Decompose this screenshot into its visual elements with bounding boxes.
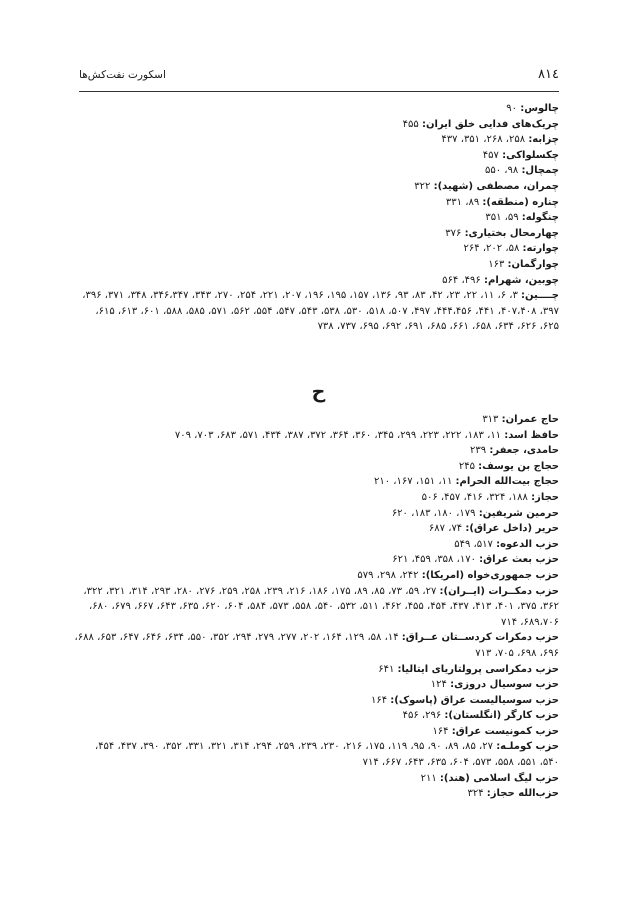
index-term: حزب کمونیست عراق: xyxy=(451,725,559,737)
index-entry xyxy=(74,273,559,289)
index-term: چمچال: xyxy=(521,165,559,177)
index-pages: ۲۱۱ xyxy=(420,772,437,784)
index-pages: ۳، ۶، ۱۱، ۲۲، ۲۳، ۴۲، ۸۳، ۹۳، ۱۳۶، ۱۵۷، ۱۹۵، ۱۹۶، ۲۰۷، ۲۲۱، ۲۵۴، ۲۷۰، ۳۴۳، ۳۴۶،۳۴۷، ۳۴۸، ۳۷۱، ۳۹۶، ۳۹۷، ۴۰۷،۴۰۸، ۴۴۱، ۴۴۴،۴۵۶، ۴۹۷، ۵۰۷، ۵۱۸، ۵۳۰، ۵۳۸، ۵۴۳، ۵۴۷، ۵۵۴، ۵۶۲، ۵۷۱، ۵۸۵، ۵۸۸، ۶۰۱، ۶۱۳، ۶۱۵، ۶۲۵، ۶۲۶، ۶۳۴، ۶۵۸، ۶۶۱، ۶۸۵، ۶۹۱، ۶۹۲، ۶۹۵، ۷۳۷، ۷۳۸ xyxy=(82,290,559,333)
index-term: حاج عمران: xyxy=(501,414,559,425)
index-entry xyxy=(74,459,559,475)
index-term: حزب کوملـه: xyxy=(496,741,559,753)
index-entry xyxy=(74,179,559,195)
index-pages: ۳۲۴ xyxy=(467,788,484,800)
index-entry xyxy=(74,552,559,568)
index-entry xyxy=(74,771,559,787)
index-term: چالوس: xyxy=(520,103,559,114)
index-term: حزب سوسیال دروزی: xyxy=(450,679,559,691)
index-entry xyxy=(74,474,559,490)
index-term: حزب کارگر (انگلستان): xyxy=(444,710,559,722)
index-entry xyxy=(74,708,559,724)
index-term: حامدی، جعفر: xyxy=(489,445,559,457)
index-pages: ۲۹۶، ۴۵۶ xyxy=(402,710,442,722)
index-entry xyxy=(74,521,559,537)
index-entry xyxy=(74,568,559,584)
index-term: حزب دمکــرات (ایــران): xyxy=(439,585,559,597)
index-entry xyxy=(74,584,559,631)
index-term: حزب بعث عراق: xyxy=(479,554,559,566)
index-term: چهارمحال بختیاری: xyxy=(464,227,559,239)
index-pages: ۱۴، ۵۸، ۱۲۹، ۱۶۴، ۲۰۲، ۲۷۷، ۲۷۹، ۲۹۴، ۳۵۲، ۵۵۰، ۶۳۴، ۶۴۶، ۶۴۷، ۶۵۳، ۶۸۸، ۶۹۶، ۶۹۸، ۷۰۵، ۷۱۳ xyxy=(74,632,559,659)
index-term: حزب سوسیالیست عراق (پاسوک): xyxy=(390,694,559,706)
index-pages: ۲۳۹ xyxy=(470,445,487,457)
index-section-he xyxy=(74,412,559,802)
index-pages: ۴۵۵ xyxy=(402,118,419,130)
index-entry xyxy=(74,257,559,273)
header-rule xyxy=(79,91,559,92)
index-term: حزب‌الله حجاز: xyxy=(486,788,559,800)
index-entry xyxy=(74,132,559,148)
index-pages: ۵۸، ۲۰۲، ۲۶۴ xyxy=(463,243,520,255)
index-pages: ۸۹، ۳۳۱ xyxy=(445,196,480,208)
index-term: چوبین، شهرام: xyxy=(483,274,559,286)
index-entry xyxy=(74,195,559,211)
index-entry xyxy=(74,724,559,740)
index-term: حزب دمکرات کردســتان عــراق: xyxy=(401,632,559,644)
index-pages: ۱۶۴ xyxy=(432,725,449,737)
index-pages: ۳۲۲ xyxy=(414,180,431,192)
index-entry xyxy=(74,662,559,678)
index-entry xyxy=(74,506,559,522)
index-term: چزابه: xyxy=(528,134,559,146)
index-pages: ۱۷۰، ۳۵۸، ۴۵۹، ۶۲۱ xyxy=(392,554,476,566)
index-pages: ۹۰ xyxy=(506,103,518,114)
index-pages: ۱۸۸، ۳۲۴، ۴۱۶، ۴۵۷، ۵۰۶ xyxy=(421,491,528,503)
index-entry xyxy=(74,148,559,164)
index-term: حجاج بن یوسف: xyxy=(478,460,559,472)
index-pages: ۱۱، ۱۸۳، ۲۲۲، ۲۲۳، ۲۹۹، ۳۴۵، ۳۶۰، ۳۶۴، ۳۷۲، ۳۸۷، ۴۳۴، ۵۷۱، ۶۸۳، ۷۰۳، ۷۰۹ xyxy=(174,429,502,441)
index-term: چــــین: xyxy=(521,290,559,302)
index-term: حزب جمهوری‌خواه (امریکا): xyxy=(421,569,559,581)
index-pages: ۲۷، ۵۹، ۷۳، ۸۵، ۸۹، ۱۷۵، ۱۸۶، ۲۱۶، ۲۳۹، ۲۵۸، ۲۵۹، ۲۷۶، ۲۸۰، ۲۹۳، ۳۱۴، ۳۲۱، ۳۲۲، ۳۶۲، ۳۷۵، ۴۰۱، ۴۱۳، ۴۳۷، ۴۵۴، ۴۵۵، ۴۶۲، ۵۱۱، ۵۳۲، ۵۴۰، ۵۵۸، ۵۷۳، ۵۸۴، ۶۰۴، ۶۲۰، ۶۳۵، ۶۴۳، ۶۶۷، ۶۷۹، ۶۸۰، ۶۸۹،۷۰۶، ۷۱۴ xyxy=(83,585,559,628)
index-entry xyxy=(74,739,559,770)
index-pages: ۳۷۶ xyxy=(445,227,462,239)
index-pages: ۴۹۶، ۵۶۴ xyxy=(442,274,481,286)
index-pages: ۹۸، ۵۵۰ xyxy=(484,165,519,177)
index-term: چوارته: xyxy=(522,243,559,255)
index-entry xyxy=(74,117,559,133)
running-title: اسکورت نفت‌کش‌ها xyxy=(79,69,166,81)
index-pages: ۱۲۴ xyxy=(430,679,447,691)
index-entry xyxy=(74,428,559,444)
index-pages: ۲۵۸، ۲۶۸، ۳۵۱، ۴۳۷ xyxy=(441,134,526,146)
page-header xyxy=(79,66,559,88)
index-entry xyxy=(74,693,559,709)
index-term: حزب دمکراسی پرولتاریای ایتالیا: xyxy=(397,663,559,675)
index-term: چنگوله: xyxy=(521,212,559,224)
index-term: چناره (منطقه): xyxy=(482,196,559,208)
index-term: چریک‌های فدایی خلق ایران: xyxy=(421,118,559,130)
index-pages: ۱۷۹، ۱۸۰، ۱۸۳، ۶۲۰ xyxy=(391,507,476,519)
index-term: حافظ اسد: xyxy=(504,429,559,441)
index-pages: ۷۴، ۶۸۷ xyxy=(428,523,463,535)
index-term: حجاج بیت‌الله الحرام: xyxy=(455,476,559,488)
index-term: حجاز: xyxy=(531,491,559,503)
index-term: چکسلواکی: xyxy=(502,149,559,161)
index-entry xyxy=(74,443,559,459)
index-entry xyxy=(74,412,559,428)
index-entry xyxy=(74,101,559,117)
index-pages: ۵۱۷، ۵۴۹ xyxy=(454,538,493,550)
index-entry xyxy=(74,163,559,179)
index-section-che xyxy=(74,101,559,335)
index-pages: ۵۹، ۳۵۱ xyxy=(485,212,519,224)
index-entry xyxy=(74,786,559,802)
index-entry xyxy=(74,490,559,506)
index-entry xyxy=(74,630,559,661)
index-pages: ۱۶۴ xyxy=(370,694,388,706)
index-entry xyxy=(74,226,559,242)
index-pages: ۱۶۳ xyxy=(488,258,505,270)
index-entry xyxy=(74,241,559,257)
index-entry xyxy=(74,537,559,553)
index-pages: ۳۱۳ xyxy=(482,414,499,425)
index-entry xyxy=(74,288,559,335)
index-pages: ۲۷، ۸۵، ۸۹، ۹۰، ۹۵، ۱۱۹، ۱۷۵، ۲۱۶، ۲۳۰، ۲۳۹، ۲۵۹، ۲۹۴، ۳۱۴، ۳۲۱، ۳۳۱، ۳۵۲، ۳۹۰، ۴۳۷، ۴۵۴، ۵۴۰، ۵۵۱، ۵۵۸، ۵۷۳، ۶۰۴، ۶۳۵، ۶۴۳، ۶۶۷، ۷۱۴ xyxy=(94,741,559,769)
index-pages: ۲۴۵ xyxy=(458,460,475,472)
letter-heading: ح xyxy=(311,381,326,403)
index-entry xyxy=(74,210,559,226)
index-pages: ۶۴۱ xyxy=(378,663,395,675)
index-term: حزب الدعوه: xyxy=(496,538,559,550)
index-term: چوارگمان: xyxy=(507,258,559,270)
index-term: چمران، مصطفی (شهید): xyxy=(433,180,559,192)
index-term: حزب لیگ اسلامی (هند): xyxy=(439,772,559,784)
index-pages: ۴۵۷ xyxy=(482,149,499,161)
index-pages: ۱۱، ۱۵۱، ۱۶۷، ۲۱۰ xyxy=(374,476,453,488)
page-number: ٨١٤ xyxy=(538,67,559,82)
index-term: حرمین شریفین: xyxy=(478,507,559,519)
index-entry xyxy=(74,677,559,693)
index-term: حریر (داخل عراق): xyxy=(465,523,559,535)
index-pages: ۲۴۲، ۲۹۸، ۵۷۹ xyxy=(357,569,419,581)
